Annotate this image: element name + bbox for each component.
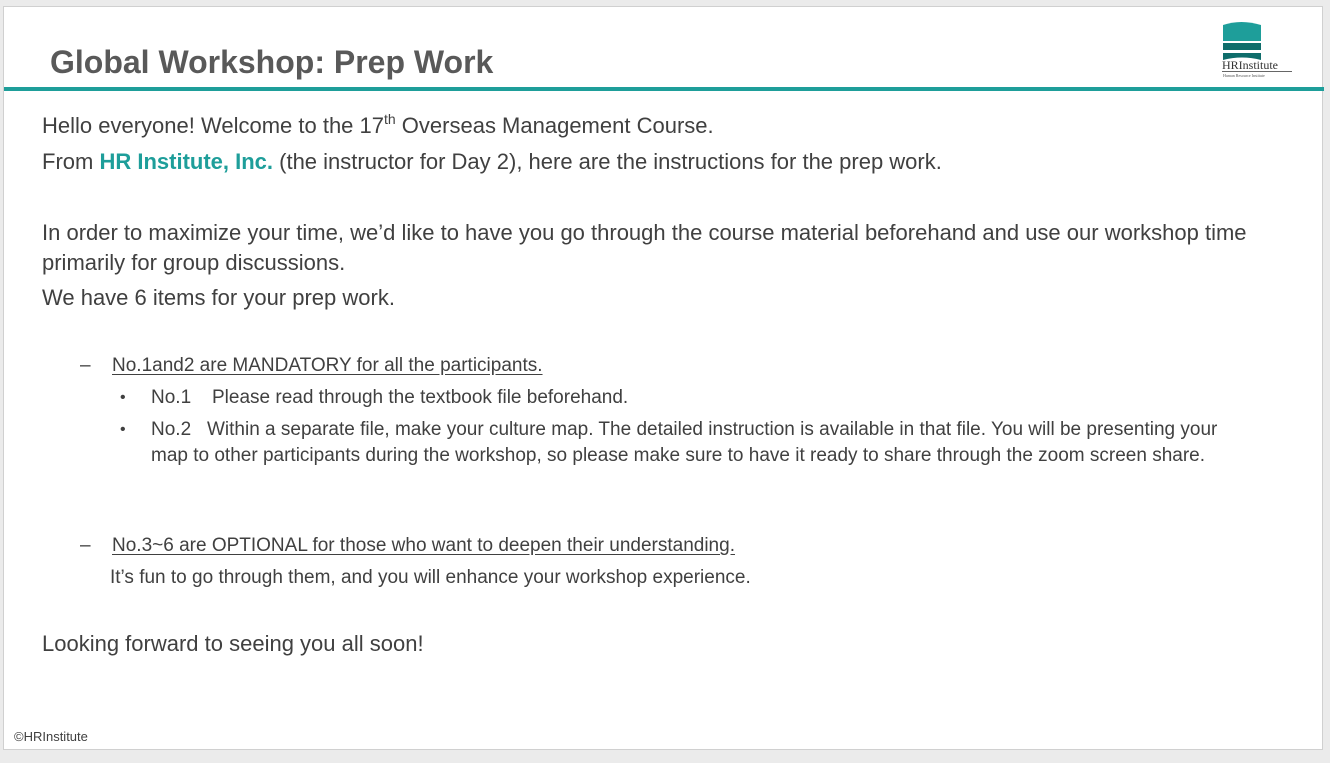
mandatory-dash: – xyxy=(80,355,91,376)
mandatory-heading: No.1and2 are MANDATORY for all the participants. xyxy=(112,355,543,376)
page-title: Global Workshop: Prep Work xyxy=(50,44,494,80)
item-2 xyxy=(151,417,1231,469)
company-name: HR Institute, Inc. xyxy=(99,149,274,174)
intro-line-2-text: From xyxy=(42,149,100,174)
intro-line-1-text: Hello everyone! Welcome to the 17 xyxy=(42,113,384,138)
bullet-2: • xyxy=(120,421,126,438)
copyright-footer: ©HRInstitute xyxy=(14,729,88,744)
item-2-text: Within a separate file, make your culture map. The detailed instruction is available in that file. You will be presenting your map to other participants during the workshop, so please make sure to have it ready to share through the zoom screen share. xyxy=(151,419,1218,466)
optional-heading: No.3~6 are OPTIONAL for those who want to deepen their understanding. xyxy=(112,535,735,556)
intro-line-1 xyxy=(42,111,714,141)
intro-line-2 xyxy=(42,147,942,177)
item-1-text: Please read through the textbook file beforehand. xyxy=(212,387,629,408)
items-count-line: We have 6 items for your prep work. xyxy=(42,285,395,310)
intro-line-2-tail: (the instructor for Day 2), here are the instructions for the prep work. xyxy=(273,149,942,174)
logo-tagline: Human Resource Institute xyxy=(1223,73,1265,78)
ordinal-suffix: th xyxy=(384,111,396,127)
slide xyxy=(3,6,1323,750)
optional-note: It’s fun to go through them, and you will enhance your workshop experience. xyxy=(110,567,751,588)
bullet-1: • xyxy=(120,389,126,406)
logo-name: HRInstitute xyxy=(1222,58,1278,72)
time-paragraph: In order to maximize your time, we’d like to have you go through the course material beforehand and use our workshop time primarily for group discussions. xyxy=(42,220,1247,275)
intro-line-1-tail: Overseas Management Course. xyxy=(395,113,714,138)
title-rule xyxy=(4,87,1324,91)
optional-dash: – xyxy=(80,535,91,556)
closing-line: Looking forward to seeing you all soon! xyxy=(42,631,424,656)
item-2-number: No.2 xyxy=(151,419,192,440)
item-1-number: No.1 xyxy=(151,387,192,408)
